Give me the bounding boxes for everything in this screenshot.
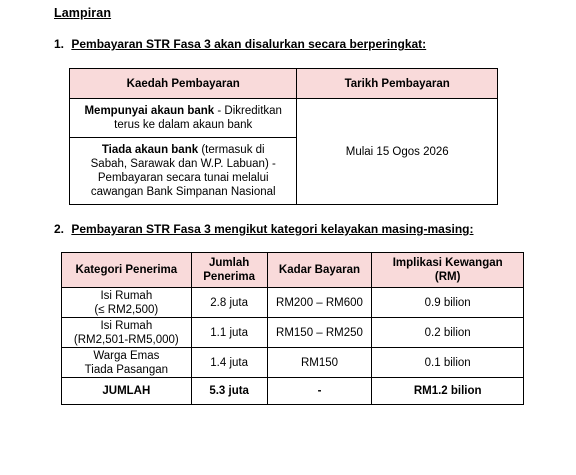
category-line-2: (RM2,501-RM5,000) (73, 333, 179, 346)
method-with-bank-account (70, 99, 297, 138)
payment-rate: RM200 – RM600 (267, 288, 372, 318)
header-jumlah-penerima (191, 253, 267, 288)
header-jumlah-line-2: Penerima (203, 271, 256, 283)
method-without-bank-account-desc-3: Pembayaran secara tunai melalui (97, 172, 269, 184)
payment-method-table (69, 68, 498, 205)
header-implikasi-line-2: (RM) (434, 271, 461, 283)
header-kadar-bayaran: Kadar Bayaran (267, 253, 372, 288)
section-1-heading-text: Pembayaran STR Fasa 3 akan disalurkan secara berperingkat: (71, 37, 427, 51)
section-1-heading (54, 37, 426, 51)
method-without-bank-account-desc-2: Sabah, Sarawak dan W.P. Labuan) - (90, 158, 276, 170)
category-line-2: Tiada Pasangan (84, 363, 169, 376)
method-without-bank-account-desc-4: cawangan Bank Simpanan Nasional (90, 186, 276, 198)
financial-implication: 0.1 bilion (372, 348, 524, 378)
header-implikasi-kewangan (372, 253, 524, 288)
category-cell (62, 348, 192, 378)
header-tarikh-pembayaran: Tarikh Pembayaran (297, 69, 498, 99)
section-1-number: 1. (54, 37, 65, 51)
financial-implication: 0.9 bilion (372, 288, 524, 318)
recipient-category-table (61, 252, 524, 405)
category-line-2: (≤ RM2,500) (94, 303, 159, 316)
financial-implication: 0.2 bilion (372, 318, 524, 348)
total-recipient-count: 5.3 juta (191, 378, 267, 405)
table-header-row (62, 253, 524, 288)
category-cell (62, 318, 192, 348)
method-with-bank-account-desc-1: - Dikreditkan (214, 105, 282, 117)
method-without-bank-account (70, 138, 297, 205)
category-line-1: Warga Emas (93, 349, 160, 362)
table-row (62, 288, 524, 318)
table-row (70, 99, 498, 138)
method-without-bank-account-desc-1: (termasuk di (198, 144, 265, 156)
table-header-row (70, 69, 498, 99)
method-without-bank-account-title: Tiada akaun bank (101, 144, 199, 156)
payment-date: Mulai 15 Ogos 2026 (297, 99, 498, 205)
method-with-bank-account-desc-2: terus ke dalam akaun bank (114, 119, 253, 131)
recipient-count: 1.1 juta (191, 318, 267, 348)
document-title: Lampiran (54, 6, 112, 20)
table-row (62, 348, 524, 378)
payment-rate: RM150 (267, 348, 372, 378)
header-jumlah-line-1: Jumlah (209, 257, 250, 269)
total-payment-rate: - (267, 378, 372, 405)
payment-rate: RM150 – RM250 (267, 318, 372, 348)
header-kaedah-pembayaran: Kaedah Pembayaran (70, 69, 297, 99)
header-implikasi-line-1: Implikasi Kewangan (392, 257, 503, 269)
method-with-bank-account-title: Mempunyai akaun bank (84, 105, 215, 117)
category-line-1: Isi Rumah (100, 319, 153, 332)
recipient-count: 1.4 juta (191, 348, 267, 378)
section-2-heading (54, 222, 474, 236)
total-financial-implication: RM1.2 bilion (372, 378, 524, 405)
category-line-1: Isi Rumah (100, 289, 153, 302)
table-total-row (62, 378, 524, 405)
recipient-count: 2.8 juta (191, 288, 267, 318)
header-kategori-penerima: Kategori Penerima (62, 253, 192, 288)
section-2-heading-text: Pembayaran STR Fasa 3 mengikut kategori kelayakan masing-masing: (71, 222, 474, 236)
total-label: JUMLAH (62, 378, 192, 405)
category-cell (62, 288, 192, 318)
table-row (62, 318, 524, 348)
section-2-number: 2. (54, 222, 65, 236)
